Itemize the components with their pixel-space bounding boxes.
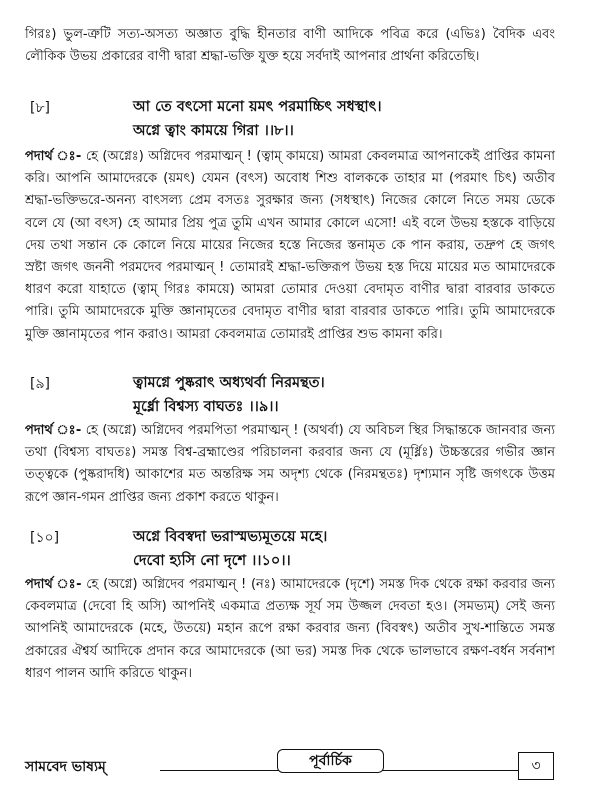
verse-8-meaning: [25, 146, 555, 346]
meaning-label: পদার্থ ঃ-: [25, 149, 82, 164]
verse-10-meaning: [25, 574, 555, 685]
footer-book-title: সামবেদ ভাষ্যম্: [25, 759, 106, 775]
page-number: ৩: [518, 752, 554, 780]
footer-section-label: পূর্বার্চিক: [277, 749, 384, 773]
verse-line-2: মূর্ধ্নো বিশ্বস্য বাঘতঃ ।।৯।।: [133, 399, 279, 415]
verse-line-1: অগ্নে বিবস্বদা ভরাস্মভ্যমূতয়ে মহে।: [133, 529, 328, 545]
meaning-label: পদার্থ ঃ-: [25, 423, 82, 438]
verse-number: [৯]: [30, 376, 51, 392]
meaning-text: হে (অগ্নে) অগ্নিদেব পরমপিতা পরমাত্মন্ ! (অথর্বা) যে অবিচল স্থির সিদ্ধান্তকে জানবার জন্য তথা (বিশ্বস্য বাঘতঃ) সমস্ত বিশ্ব-ব্রহ্মাণ্ডের পরিচালনা করবার জন্য যে (মূর্ধ্নিঃ) উচ্চস্তরের গভীর জ্ঞান তত্ত্বকে (পুষ্করাদধি) আকাশের মত অন্তরিক্ষ সম অদৃশ্য থেকে (নিরমন্থতঃ) দৃশ্যমান সৃষ্টি জগৎকে উত্তম রূপে জ্ঞান-গমন প্রাপ্তির জন্য প্রকাশ করতে থাকুন।: [25, 423, 555, 505]
verse-number: [১০]: [30, 530, 60, 546]
meaning-label: পদার্থ ঃ-: [25, 577, 82, 592]
meaning-text: হে (অগ্নেঃ) অগ্নিদেব পরমাত্মন্ ! (ত্বাম্ কাময়ে) আমরা কেবলমাত্র আপনাকেই প্রাপ্তির কামনা করি। আপনি আমাদেরকে (য়মৎ) যেমন (বৎস) অবোধ শিশু বালককে তাহার মা (পরমাৎ চিৎ) অতীব শ্রদ্ধা-ভক্তিভরে-অনন্য বাৎসল্য প্রেম বসতঃ সুরক্ষার জন্য (সধস্থাৎ) নিজের কোলে নিতে সময় ডেকে বলে যে (আ বৎস) হে আমার প্রিয় পুত্র তুমি এখন আমার কোলে এসো! এই বলে উভয় হস্তকে বাড়িয়ে দেয় তথা সন্তান কে কোলে নিয়ে মায়ের নিজের হস্তে নিজের স্তনামৃত কে পান করায়, তদ্রুপ হে জগৎ স্রষ্টা জগৎ জননী পরমদেব পরমাত্মন্ ! তোমারই শ্রদ্ধা-ভক্তিরূপ উভয় হস্ত দিয়ে মায়ের মত আমাদেরকে ধারণ করো যাহাতে (ত্বাম্ গিরঃ কাময়ে) আমরা তোমার দেওয়া বেদামৃত বাণীর দ্বারা বারবার ডাকতে পারি। তুমি আমাদেরকে মুক্তি জ্ঞানামৃতের বেদামৃত বাণীর দ্বারা বারবার ডাকতে পারি। তুমি আমাদেরকে মুক্তি জ্ঞানামৃতের পান করাও। আমরা কেবলমাত্র তোমারই প্রাপ্তির শুভ কামনা করি।: [25, 149, 555, 342]
verse-9-meaning: [25, 420, 555, 509]
verse-number: [৮]: [30, 100, 51, 116]
verse-line-1: আ তে বৎসো মনো য়মৎ পরমাচ্চিৎ সধস্থাৎ।: [133, 99, 382, 115]
verse-line-1: ত্বামগ্নে পুষ্করাৎ অধ্যথর্বা নিরমন্থত।: [133, 375, 325, 391]
verse-line-2: অগ্নে ত্বাং কাময়ে গিরা ।।৮।।: [133, 123, 294, 139]
verse-line-2: দেবো হ্যসি নো দৃশে ।।১০।।: [133, 553, 291, 569]
meaning-text: হে (অগ্নে) অগ্নিদেব পরমাত্মন্ ! (নঃ) আমাদেরকে (দৃশে) সমস্ত দিক থেকে রক্ষা করবার জন্য কেবলমাত্র (দেবো হি অসি) আপনিই একমাত্র প্রত্যক্ষ সূর্য সম উজ্জল দেবতা হও। (সমভ্যম্) সেই জন্য আপনিই আমাদেরকে (মহে, উতয়ে) মহান রূপে রক্ষা করবার জন্য (বিবস্বৎ) অতীব সুখ-শান্তিতে সমস্ত প্রকারের ঐশ্বর্য আদিকে প্রদান করে আমাদেরকে (আ ভর) সমস্ত দিক থেকে ভালভাবে রক্ষণ-বর্ধন সর্বনাশ ধারণ পালন আদি করিতে থাকুন।: [25, 577, 555, 681]
intro-paragraph: গিরঃ) ভুল-ত্রুটি সত্য-অসত্য অজ্ঞাত বুদ্ধি হীনতার বাণী আদিকে পবিত্র করে (এভিঃ) বৈদিক এবং লৌকিক উভয় প্রকারের বাণী দ্বারা শ্রদ্ধা-ভক্তি যুক্ত হয়ে সর্বদাই আপনার প্রার্থনা করিতেছি।: [25, 27, 555, 65]
